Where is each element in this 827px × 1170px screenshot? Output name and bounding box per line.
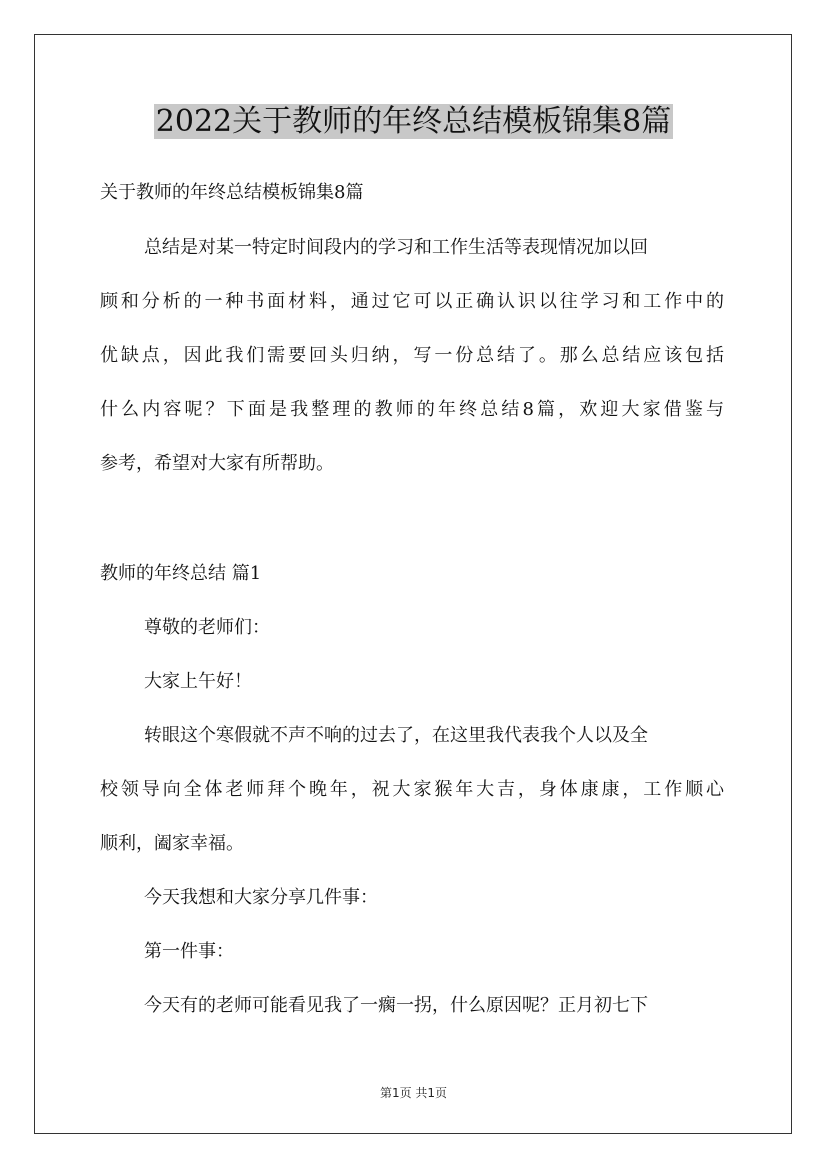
share-line: 今天我想和大家分享几件事： <box>144 887 378 908</box>
paragraph1-line-2: 校领导向全体老师拜个晚年，祝大家猴年大吉，身体康康，工作顺心 <box>100 779 724 800</box>
paragraph1-line-3: 顺利，阖家幸福。 <box>100 833 244 854</box>
document-subtitle: 关于教师的年终总结模板锦集8篇 <box>100 182 364 203</box>
intro-line-4: 什么内容呢？下面是我整理的教师的年终总结8篇，欢迎大家借鉴与 <box>100 399 724 420</box>
section-heading: 教师的年终总结 篇1 <box>100 563 262 584</box>
page-footer: 第1页 共1页 <box>379 1086 448 1100</box>
document-title-text: 2022关于教师的年终总结模板锦集8篇 <box>155 104 672 139</box>
intro-line-1: 总结是对某一特定时间段内的学习和工作生活等表现情况加以回 <box>144 237 648 258</box>
intro-line-5: 参考，希望对大家有所帮助。 <box>100 453 334 474</box>
greeting-line: 尊敬的老师们： <box>144 617 270 638</box>
hello-line: 大家上午好！ <box>144 671 252 692</box>
intro-line-3: 优缺点，因此我们需要回头归纳，写一份总结了。那么总结应该包括 <box>100 345 724 366</box>
document-title <box>0 100 827 144</box>
paragraph1-line-1: 转眼这个寒假就不声不响的过去了，在这里我代表我个人以及全 <box>144 725 648 746</box>
last-body-line: 今天有的老师可能看见我了一瘸一拐，什么原因呢？正月初七下 <box>144 995 648 1016</box>
intro-line-2: 顾和分析的一种书面材料，通过它可以正确认识以往学习和工作中的 <box>100 291 724 312</box>
first-item-line: 第一件事： <box>144 941 234 962</box>
